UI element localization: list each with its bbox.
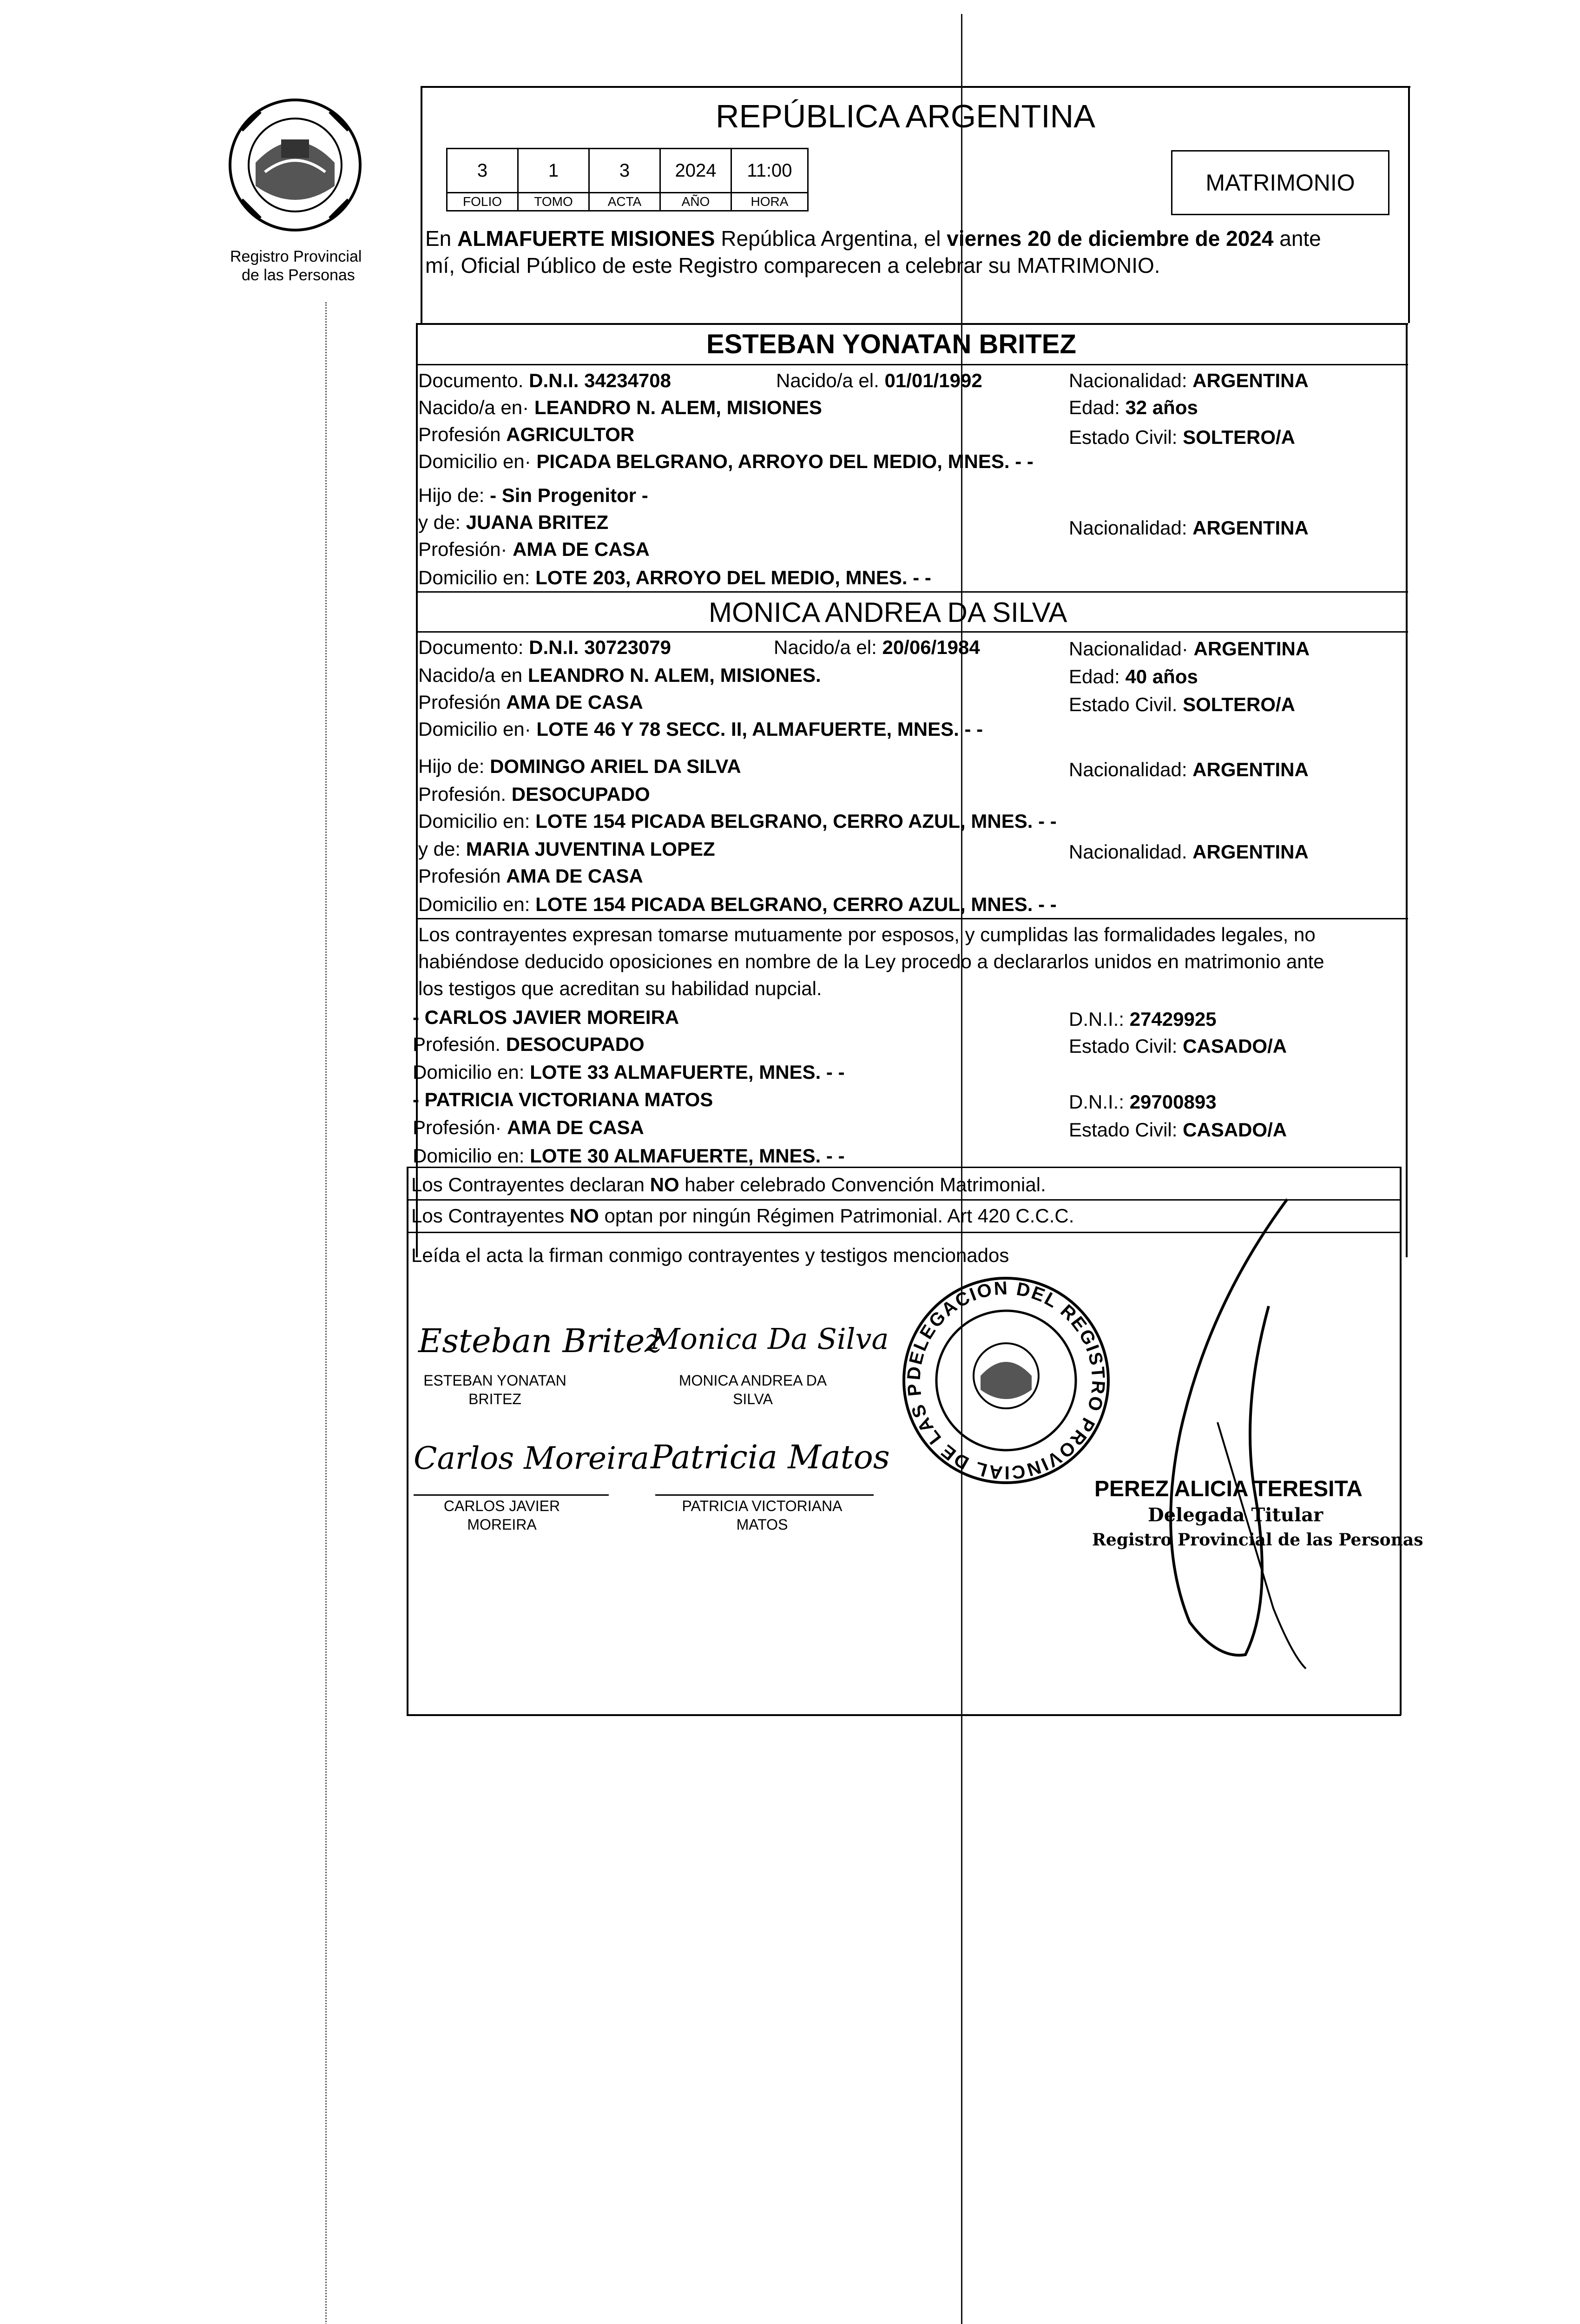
groom-civil-status: Estado Civil: SOLTERO/A: [1069, 426, 1295, 448]
frame-right-mid: [1406, 323, 1408, 1257]
anio-label: AÑO: [659, 192, 732, 211]
intro-line-2: mí, Oficial Público de este Registro comparecen a celebrar su MATRIMONIO.: [425, 253, 1160, 277]
witness-2-name: - PATRICIA VICTORIANA MATOS: [413, 1089, 713, 1110]
groom-name: ESTEBAN YONATAN BRITEZ: [706, 329, 1076, 359]
bride-mother-address: Domicilio en: LOTE 154 PICADA BELGRANO, CERRO AZUL, MNES. - -: [418, 893, 1057, 915]
closing-statement: Leída el acta la firman conmigo contrayentes y testigos mencionados: [411, 1244, 1009, 1266]
witness-2-sign-line: [655, 1494, 874, 1496]
intro-line-1: En ALMAFUERTE MISIONES República Argentina, el viernes 20 de diciembre de 2024 ante: [425, 226, 1321, 251]
witness-1-sign-line: [414, 1494, 609, 1496]
bride-divider-top: [416, 591, 1408, 593]
declaration-divider: [416, 918, 1408, 919]
groom-signature: Esteban Britez: [418, 1322, 662, 1360]
witness-1-signature-caption: CARLOS JAVIER MOREIRA: [443, 1498, 560, 1533]
country-title: REPÚBLICA ARGENTINA: [716, 98, 1095, 134]
hora-label: HORA: [731, 192, 809, 211]
bride-birthplace: Nacido/a en LEANDRO N. ALEM, MISIONES.: [418, 664, 821, 686]
groom-birthplace: Nacido/a en· LEANDRO N. ALEM, MISIONES: [418, 396, 822, 418]
official-office: Registro Provincial de las Personas: [1092, 1530, 1423, 1550]
bride-father: Hijo de: DOMINGO ARIEL DA SILVA: [418, 755, 741, 777]
groom-profession: Profesión AGRICULTOR: [418, 423, 635, 445]
bride-mother-profession: Profesión AMA DE CASA: [418, 865, 643, 887]
acta-value: 3: [588, 148, 661, 193]
groom-mother-profession: Profesión· AMA DE CASA: [418, 538, 650, 560]
bride-profession: Profesión AMA DE CASA: [418, 691, 643, 713]
groom-mother: y de: JUANA BRITEZ: [418, 511, 609, 533]
registry-name-line1: Registro Provincial: [230, 248, 362, 265]
witness-1-signature: Carlos Moreira: [414, 1440, 650, 1476]
witness-2-profession: Profesión· AMA DE CASA: [413, 1116, 644, 1138]
frame-right-upper: [1408, 86, 1410, 323]
groom-birthdate: Nacido/a el. 01/01/1992: [776, 370, 982, 391]
frame-left-upper: [421, 86, 422, 323]
hora-value: 11:00: [731, 148, 809, 193]
folio-value: 3: [446, 148, 519, 193]
groom-divider: [416, 364, 1408, 365]
witness-1-address: Domicilio en: LOTE 33 ALMAFUERTE, MNES. - -: [413, 1061, 845, 1083]
acta-label: ACTA: [588, 192, 661, 211]
groom-mother-address: Domicilio en: LOTE 203, ARROYO DEL MEDIO, MNES. - -: [418, 567, 931, 588]
registry-name-line2: de las Personas: [242, 266, 355, 284]
bride-mother-nationality: Nacionalidad. ARGENTINA: [1069, 841, 1309, 863]
official-signature-stroke: [1152, 1190, 1320, 1673]
bride-age: Edad: 40 años: [1069, 666, 1198, 687]
frame-right-lower: [1400, 1167, 1402, 1715]
registry-crest-logo: [223, 93, 367, 237]
frame-divider: [416, 323, 1408, 325]
bride-father-nationality: Nacionalidad: ARGENTINA: [1069, 759, 1309, 780]
groom-document: Documento. D.N.I. 34234708: [418, 370, 671, 391]
witness-2-civil-status: Estado Civil: CASADO/A: [1069, 1119, 1287, 1141]
witness-1-name: - CARLOS JAVIER MOREIRA: [413, 1006, 679, 1028]
groom-mother-nationality: Nacionalidad: ARGENTINA: [1069, 517, 1309, 539]
witness-1-civil-status: Estado Civil: CASADO/A: [1069, 1035, 1287, 1057]
act-type-box: MATRIMONIO: [1171, 150, 1389, 215]
agreement-regime: Los Contrayentes NO optan por ningún Régimen Patrimonial. Art 420 C.C.C.: [411, 1205, 1074, 1227]
witness-2-dni: D.N.I.: 29700893: [1069, 1091, 1217, 1113]
bride-mother: y de: MARIA JUVENTINA LOPEZ: [418, 838, 715, 860]
witness-1-profession: Profesión. DESOCUPADO: [413, 1033, 645, 1055]
groom-nationality: Nacionalidad: ARGENTINA: [1069, 370, 1309, 391]
witness-2-address: Domicilio en: LOTE 30 ALMAFUERTE, MNES. - -: [413, 1145, 845, 1167]
bride-name: MONICA ANDREA DA SILVA: [709, 597, 1067, 628]
bride-signature: Monica Da Silva: [651, 1322, 889, 1356]
groom-age: Edad: 32 años: [1069, 396, 1198, 418]
bride-address: Domicilio en· LOTE 46 Y 78 SECC. II, ALMAFUERTE, MNES. - -: [418, 718, 983, 740]
bride-father-profession: Profesión. DESOCUPADO: [418, 783, 650, 805]
bride-birthdate: Nacido/a el: 20/06/1984: [774, 636, 980, 658]
frame-bottom: [407, 1714, 1401, 1716]
official-seal-stamp: [899, 1274, 1113, 1487]
svg-text:DELEGACION DEL REGISTRO PROVIN: DELEGACION DEL REGISTRO PROVINCIAL DE LAS P: [903, 1278, 1109, 1483]
groom-address: Domicilio en· PICADA BELGRANO, ARROYO DEL MEDIO, MNES. - -: [418, 450, 1034, 472]
declaration-line-2: habiéndose deducido oposiciones en nombre de la Ley procedo a declararlos unidos en matrimonio ante: [418, 951, 1324, 972]
tomo-value: 1: [517, 148, 590, 193]
bride-nationality: Nacionalidad· ARGENTINA: [1069, 638, 1310, 660]
groom-father: Hijo de: - Sin Progenitor -: [418, 484, 648, 506]
agreements-divider-top: [407, 1167, 1401, 1168]
frame-left-lower: [407, 1167, 408, 1715]
agreement-convention: Los Contrayentes declaran NO haber celebrado Convención Matrimonial.: [411, 1174, 1046, 1195]
bride-signature-caption: MONICA ANDREA DA SILVA: [678, 1372, 827, 1407]
bride-civil-status: Estado Civil. SOLTERO/A: [1069, 693, 1295, 715]
bride-father-address: Domicilio en: LOTE 154 PICADA BELGRANO, CERRO AZUL, MNES. - -: [418, 810, 1057, 832]
official-title: Delegada Titular: [1148, 1504, 1323, 1526]
official-name: PEREZ ALICIA TERESITA: [1094, 1477, 1363, 1501]
bride-document: Documento: D.N.I. 30723079: [418, 636, 671, 658]
anio-value: 2024: [659, 148, 732, 193]
declaration-line-3: los testigos que acreditan su habilidad nupcial.: [418, 977, 822, 999]
folio-label: FOLIO: [446, 192, 519, 211]
frame-top: [421, 86, 1410, 88]
groom-signature-caption: ESTEBAN YONATAN BRITEZ: [423, 1372, 566, 1407]
bride-divider: [416, 631, 1408, 633]
declaration-line-1: Los contrayentes expresan tomarse mutuamente por esposos, y cumplidas las formalidades legales, no: [418, 924, 1316, 945]
margin-perforation: [325, 302, 345, 2324]
tomo-label: TOMO: [517, 192, 590, 211]
witness-1-dni: D.N.I.: 27429925: [1069, 1008, 1217, 1030]
fold-line: [961, 14, 962, 2324]
witness-2-signature: Patricia Matos: [651, 1438, 890, 1476]
witness-2-signature-caption: PATRICIA VICTORIANA MATOS: [682, 1498, 843, 1533]
